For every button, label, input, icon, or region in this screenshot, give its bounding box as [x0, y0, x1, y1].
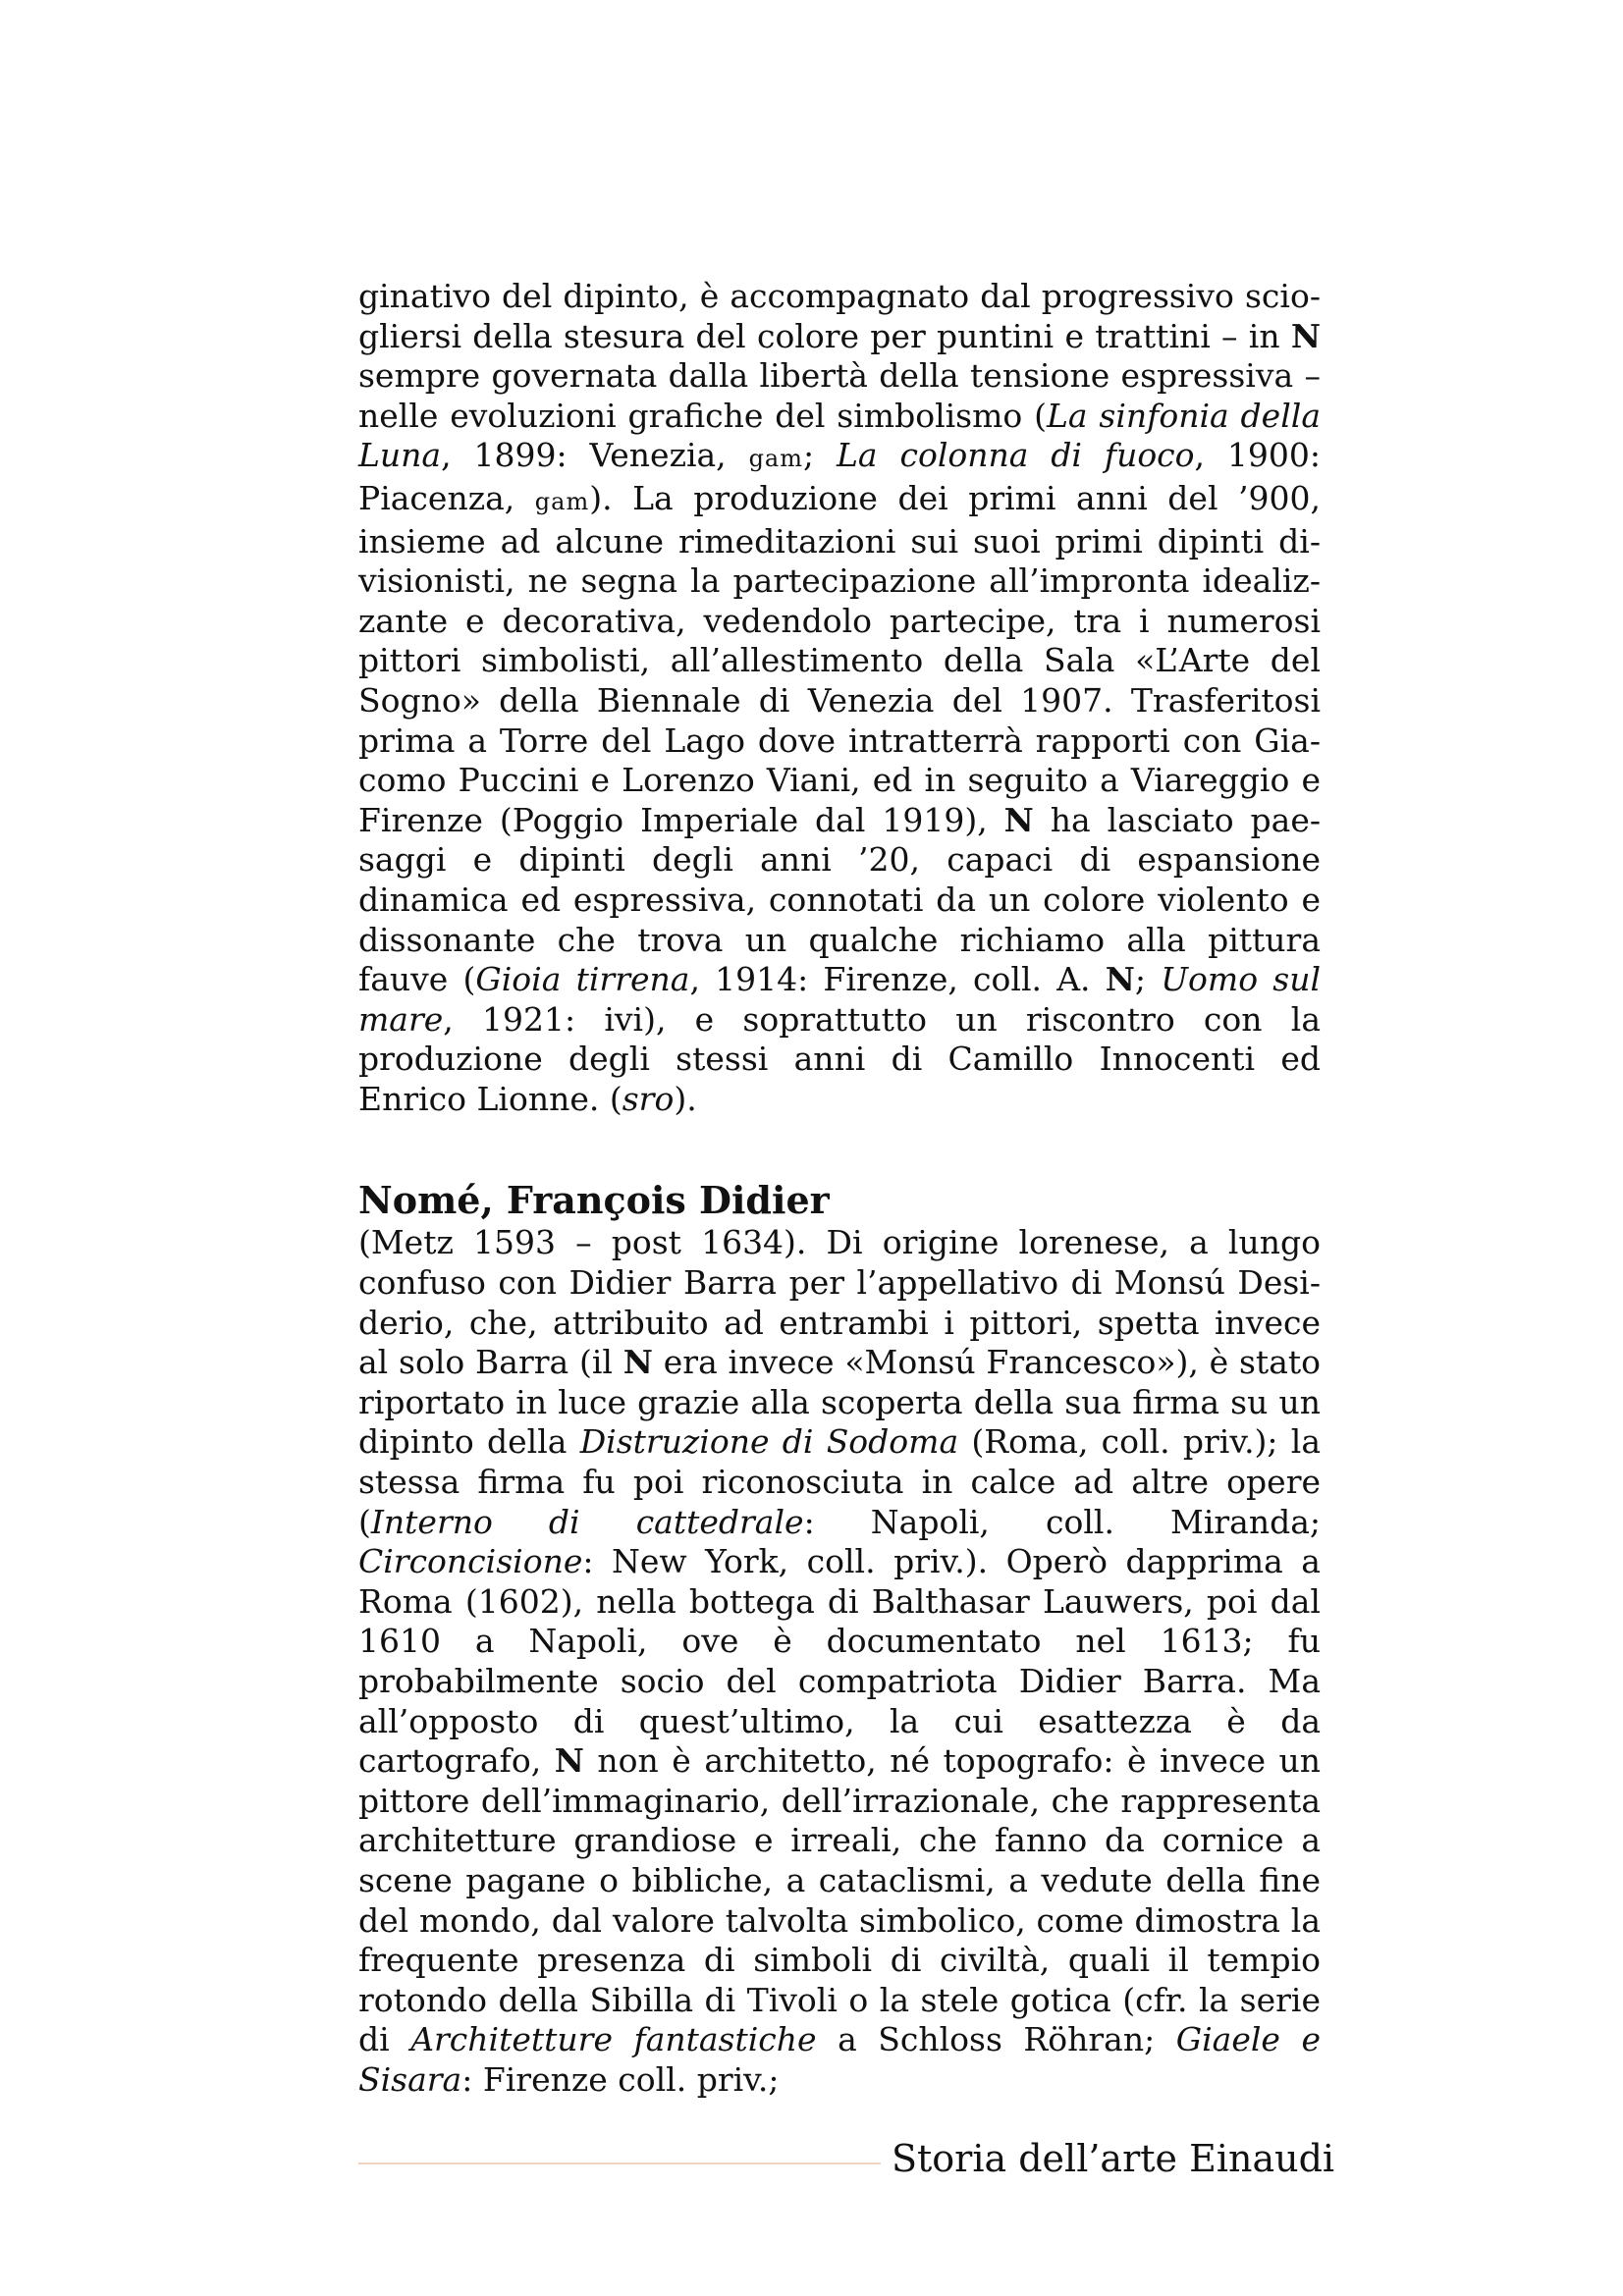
- work-title: Circoncisione: [358, 1542, 583, 1581]
- work-title: Gioia tirrena: [475, 960, 690, 999]
- text-run: ). La produzione dei primi anni del ’900, insieme ad alcune rimeditazioni sui suoi primi dipinti divisionisti, ne segna la partecipazione all’impronta idealizzante e decorativa, vedendolo partecipe, tra i numerosi pittori simbolisti, all’allestimento della Sala «L’Arte del Sogno» della Biennale di Venezia del 1907. Trasferitosi prima a Torre del Lago dove intratterrà rapporti con Giacomo Puccini e Lorenzo Viani, ed in seguito a Viareggio e Firenze (Poggio Imperiale dal 1919),: [358, 478, 1321, 839]
- text-run: ;: [1134, 960, 1162, 999]
- entry-title: Nomé, François Didier: [358, 1178, 830, 1223]
- text-run: ginativo del dipinto, è accompagnato dal progressivo sciogliersi della stesura del colore per puntini e trattini – in: [358, 277, 1321, 355]
- text-run: era invece «Monsú Francesco»), è stato riportato in luce grazie alla scoperta della sua firma su un dipinto della: [358, 1343, 1322, 1462]
- small-caps: gam: [534, 487, 590, 515]
- text-run: ;: [803, 436, 837, 475]
- work-title: La colonna di fuoco: [837, 436, 1195, 475]
- text-run: (Metz 1593 – post 1634). Di origine lorenese, a lungo confuso con Didier Barra per l’appellativo di Monsú Desiderio, che, attribuito ad entrambi i pittori, spetta invece al solo Barra (il: [358, 1223, 1321, 1382]
- footer-title: Storia dell’arte Einaudi: [892, 2137, 1335, 2180]
- work-title: Uomo sul mare: [358, 960, 1322, 1039]
- abbrev-bold: N: [622, 1343, 653, 1382]
- text-run: ).: [674, 1079, 697, 1118]
- text-column: [358, 277, 1321, 2101]
- abbrev-bold: N: [554, 1741, 584, 1781]
- work-title: Giaele e Sisara: [358, 2020, 1321, 2099]
- entry-paragraph: [358, 1223, 1321, 2100]
- text-run: , 1900: Piacenza,: [358, 436, 1322, 517]
- text-run: sempre governata dalla libertà della tensione espressiva – nelle evoluzioni grafiche del simbolismo (: [358, 356, 1321, 435]
- text-run: , 1921: ivi), e soprattutto un riscontro con la produzione degli stessi anni di Camillo Innocenti ed Enrico Lionne. (: [358, 999, 1321, 1118]
- text-run: , 1899: Venezia,: [441, 436, 749, 475]
- text-run: : Napoli, coll. Miranda;: [803, 1502, 1322, 1541]
- text-run: (Roma, coll. priv.); la stessa firma fu poi riconosciuta in calce ad altre opere (: [358, 1422, 1322, 1541]
- text-run: ha lasciato paesaggi e dipinti degli anni ’20, capaci di espansione dinamica ed espressiva, connotati da un colore violento e dissonante che trova un qualche richiamo alla pittura fauve (: [358, 800, 1321, 999]
- text-run: : New York, coll. priv.). Operò dapprima a Roma (1602), nella bottega di Balthasar Lauwers, poi dal 1610 a Napoli, ove è documentato nel 1613; fu probabilmente socio del compatriota Didier Barra. Ma all’opposto di quest’ultimo, la cui esattezza è da cartografo,: [358, 1542, 1321, 1781]
- abbrev-bold: N: [1290, 316, 1321, 355]
- abbrev-bold: N: [1003, 800, 1034, 839]
- work-title: Distruzione di Sodoma: [579, 1422, 959, 1462]
- abbrev-bold: N: [1105, 960, 1135, 999]
- small-caps: gam: [748, 445, 803, 473]
- footer-rule: [358, 2163, 881, 2164]
- work-title: sro: [622, 1079, 675, 1118]
- entry-paragraph: [358, 277, 1321, 1119]
- work-title: Interno di cattedrale: [370, 1502, 804, 1541]
- work-title: La sinfonia della Luna: [358, 396, 1321, 475]
- text-run: non è architetto, né topografo: è invece un pittore dell’immaginario, dell’irrazionale, che rappresenta architetture grandiose e irreali, che fanno da cornice a scene pagane o bibliche, a cataclismi, a vedute della fine del mondo, dal valore talvolta simbolico, come dimostra la frequente presenza di simboli di civiltà, quali il tempio rotondo della Sibilla di Tivoli o la stele gotica (cfr. la serie di: [358, 1741, 1321, 2059]
- work-title: Architetture fantastiche: [410, 2020, 817, 2059]
- text-run: a Schloss Röhran;: [816, 2020, 1176, 2059]
- text-run: : Firenze coll. priv.;: [461, 2059, 780, 2099]
- text-run: , 1914: Firenze, coll. A.: [689, 960, 1106, 999]
